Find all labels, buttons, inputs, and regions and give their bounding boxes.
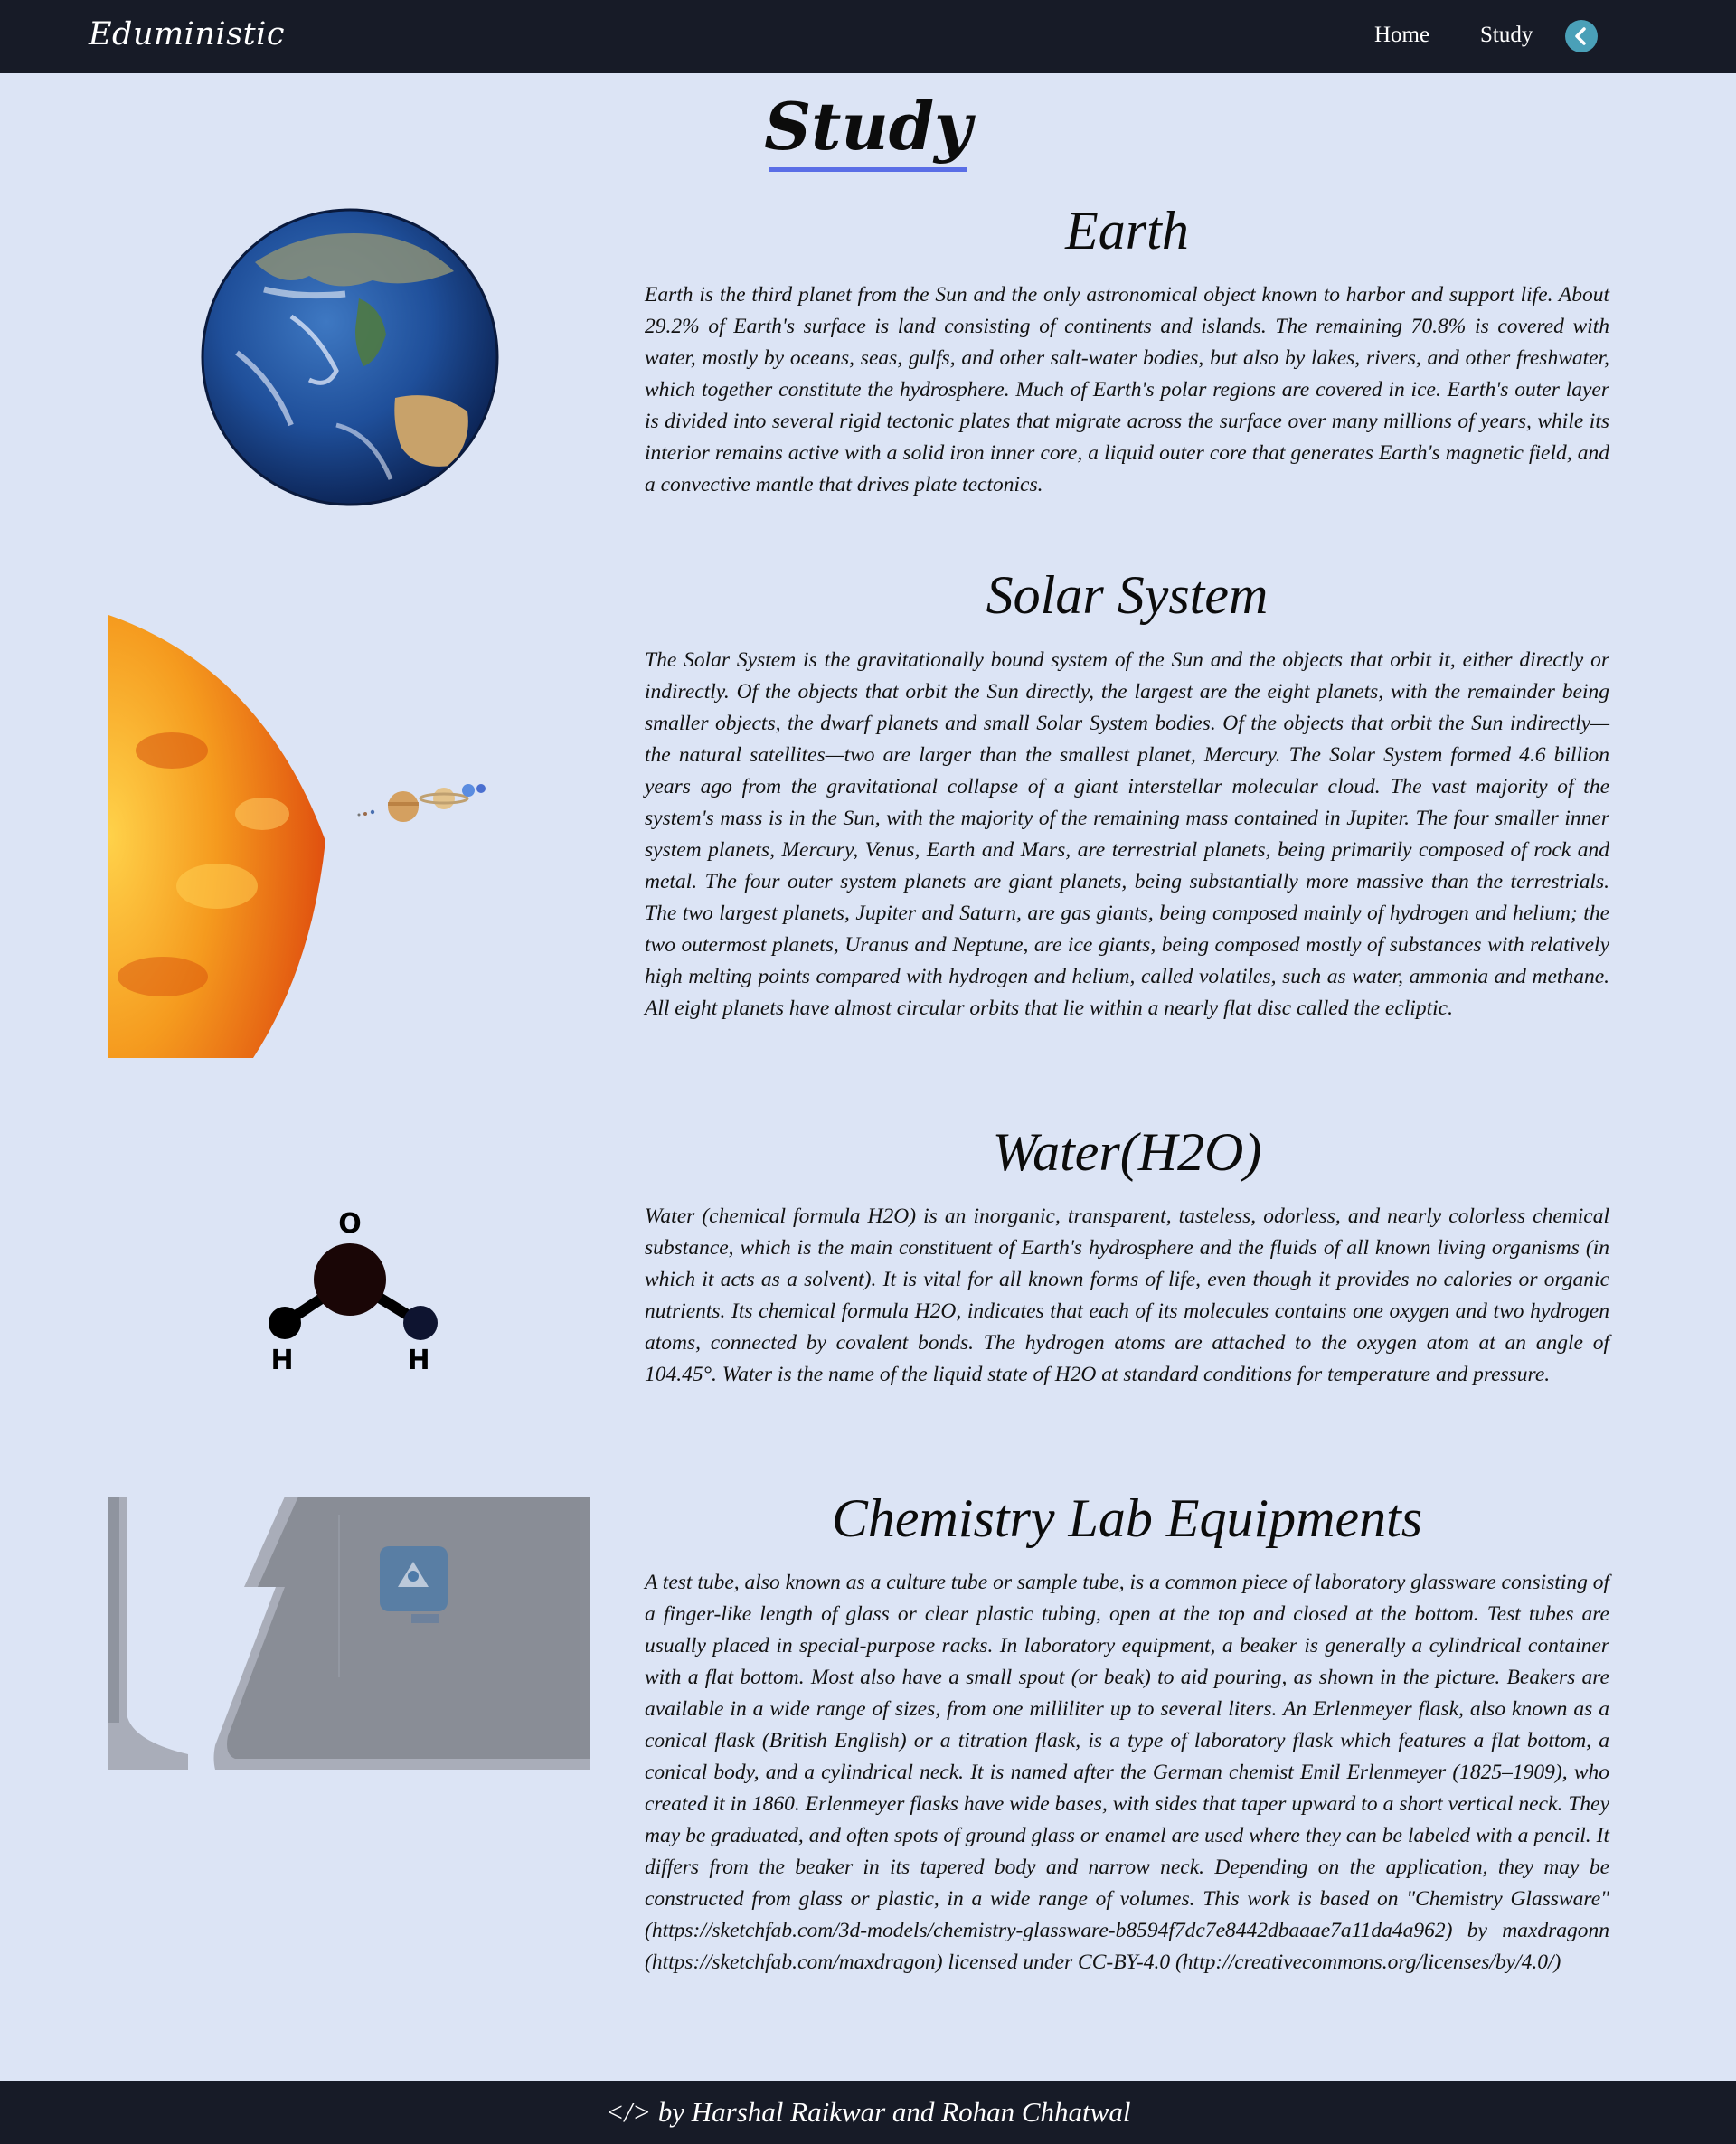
nav-link-home[interactable]: Home xyxy=(1374,23,1430,47)
title-underline xyxy=(769,167,967,172)
footer-credits: </> by Harshal Raikwar and Rohan Chhatwal xyxy=(605,2096,1131,2128)
section-title-solar-system: Solar System xyxy=(986,565,1269,625)
chevron-left-icon xyxy=(1565,20,1598,52)
section-body-solar-system: The Solar System is the gravitationally bound system of the Sun and the objects that orbit it, either directly or indirectly. Of the objects that orbit the Sun directly, the largest are the eight planets, with the remainder being smaller objects, the dwarf planets and small Solar System bodies. Of the objects that orbit the Sun indirectly—the natural satellites—two are larger than the smallest planet, Mercury. The Solar System formed 4.6 billion years ago from the gravitational collapse of a giant interstellar molecular cloud. The vast majority of the system's mass is in the Sun, with the majority of the remaining mass contained in Jupiter. The four smaller inner system planets, Mercury, Venus, Earth and Mars, are terrestrial planets, being primarily composed of rock and metal. The four outer system planets are giant planets, being substantially more massive than the terrestrials. The two largest planets, Jupiter and Saturn, are gas giants, being composed mainly of hydrogen and helium; the two outermost planets, Uranus and Neptune, are ice giants, being composed mostly of substances with relatively high melting points compared with hydrogen and helium, called volatiles, such as water, ammonia and methane. All eight planets have almost circular orbits that lie within a nearly flat disc called the ecliptic. xyxy=(645,648,1609,1020)
lab-glassware-image[interactable] xyxy=(108,1497,590,1772)
theme-toggle-button[interactable] xyxy=(1565,20,1598,52)
water-molecule-image[interactable] xyxy=(255,1203,454,1384)
section-title-water: Water(H2O) xyxy=(992,1122,1262,1182)
hydrogen-right-label: H xyxy=(407,1345,430,1376)
nav-link-study[interactable]: Study xyxy=(1480,23,1533,47)
hydrogen-left-label: H xyxy=(270,1345,294,1376)
brand-logo[interactable]: Eduministic xyxy=(89,16,285,52)
page-title: Study xyxy=(764,88,972,165)
section-body-earth: Earth is the third planet from the Sun and the only astronomical object known to harbor and support life. About 29.2% of Earth's surface is land consisting of continents and islands. The remaining 70.8% is covered with water, mostly by oceans, seas, gulfs, and other salt-water bodies, but also by lakes, rivers, and other freshwater, which together constitute the hydrosphere. Much of Earth's polar regions are covered in ice. Earth's outer layer is divided into several rigid tectonic plates that migrate across the surface over many millions of years, while its interior remains active with a solid iron inner core, a liquid outer core that generates Earth's magnetic field, and a convective mantle that drives plate tectonics. xyxy=(645,283,1609,496)
earth-globe-image[interactable] xyxy=(201,208,499,506)
section-title-earth: Earth xyxy=(1065,201,1189,260)
solar-system-image[interactable] xyxy=(108,615,488,1058)
section-body-water: Water (chemical formula H2O) is an inorganic, transparent, tasteless, odorless, and nearly colorless chemical substance, which is the main constituent of Earth's hydrosphere and the fluids of all known living organisms (in which it acts as a solvent). It is vital for all known forms of life, even though it provides no calories or organic nutrients. Its chemical formula H2O, indicates that each of its molecules contains one oxygen and two hydrogen atoms, connected by covalent bonds. The hydrogen atoms are attached to the oxygen atom at an angle of 104.45°. Water is the name of the liquid state of H2O at standard conditions for temperature and pressure. xyxy=(645,1204,1609,1386)
section-title-chemistry-lab: Chemistry Lab Equipments xyxy=(831,1488,1423,1548)
navbar xyxy=(0,0,1736,73)
footer xyxy=(0,2081,1736,2144)
section-body-chemistry-lab: A test tube, also known as a culture tube or sample tube, is a common piece of laboratory glassware consisting of a finger-like length of glass or clear plastic tubing, open at the top and closed at the bottom. Test tubes are usually placed in special-purpose racks. In laboratory equipment, a beaker is generally a cylindrical container with a flat bottom. Most also have a small spout (or beak) to aid pouring, as shown in the picture. Beakers are available in a wide range of sizes, from one milliliter up to several liters. An Erlenmeyer flask, also known as a conical flask (British English) or a titration flask, is a type of laboratory flask which features a flat bottom, a conical body, and a cylindrical neck. It is named after the German chemist Emil Erlenmeyer (1825–1909), who created it in 1860. Erlenmeyer flasks have wide bases, with sides that taper upward to a short vertical neck. They may be graduated, and often spots of ground glass or enamel are used where they can be labeled with a pencil. It differs from the beaker in its tapered body and narrow neck. Depending on the application, they may be constructed from glass or plastic, in a wide range of volumes. This work is based on "Chemistry Glassware" (https://sketchfab.com/3d-models/chemistry-glassware-b8594f7dc7e8442dbaaae7a11da4a962) by maxdragonn (https://sketchfab.com/maxdragon) licensed under CC-BY-4.0 (http://creativecommons.org/licenses/by/4.0/) xyxy=(645,1571,1609,1974)
oxygen-label: O xyxy=(338,1208,362,1240)
